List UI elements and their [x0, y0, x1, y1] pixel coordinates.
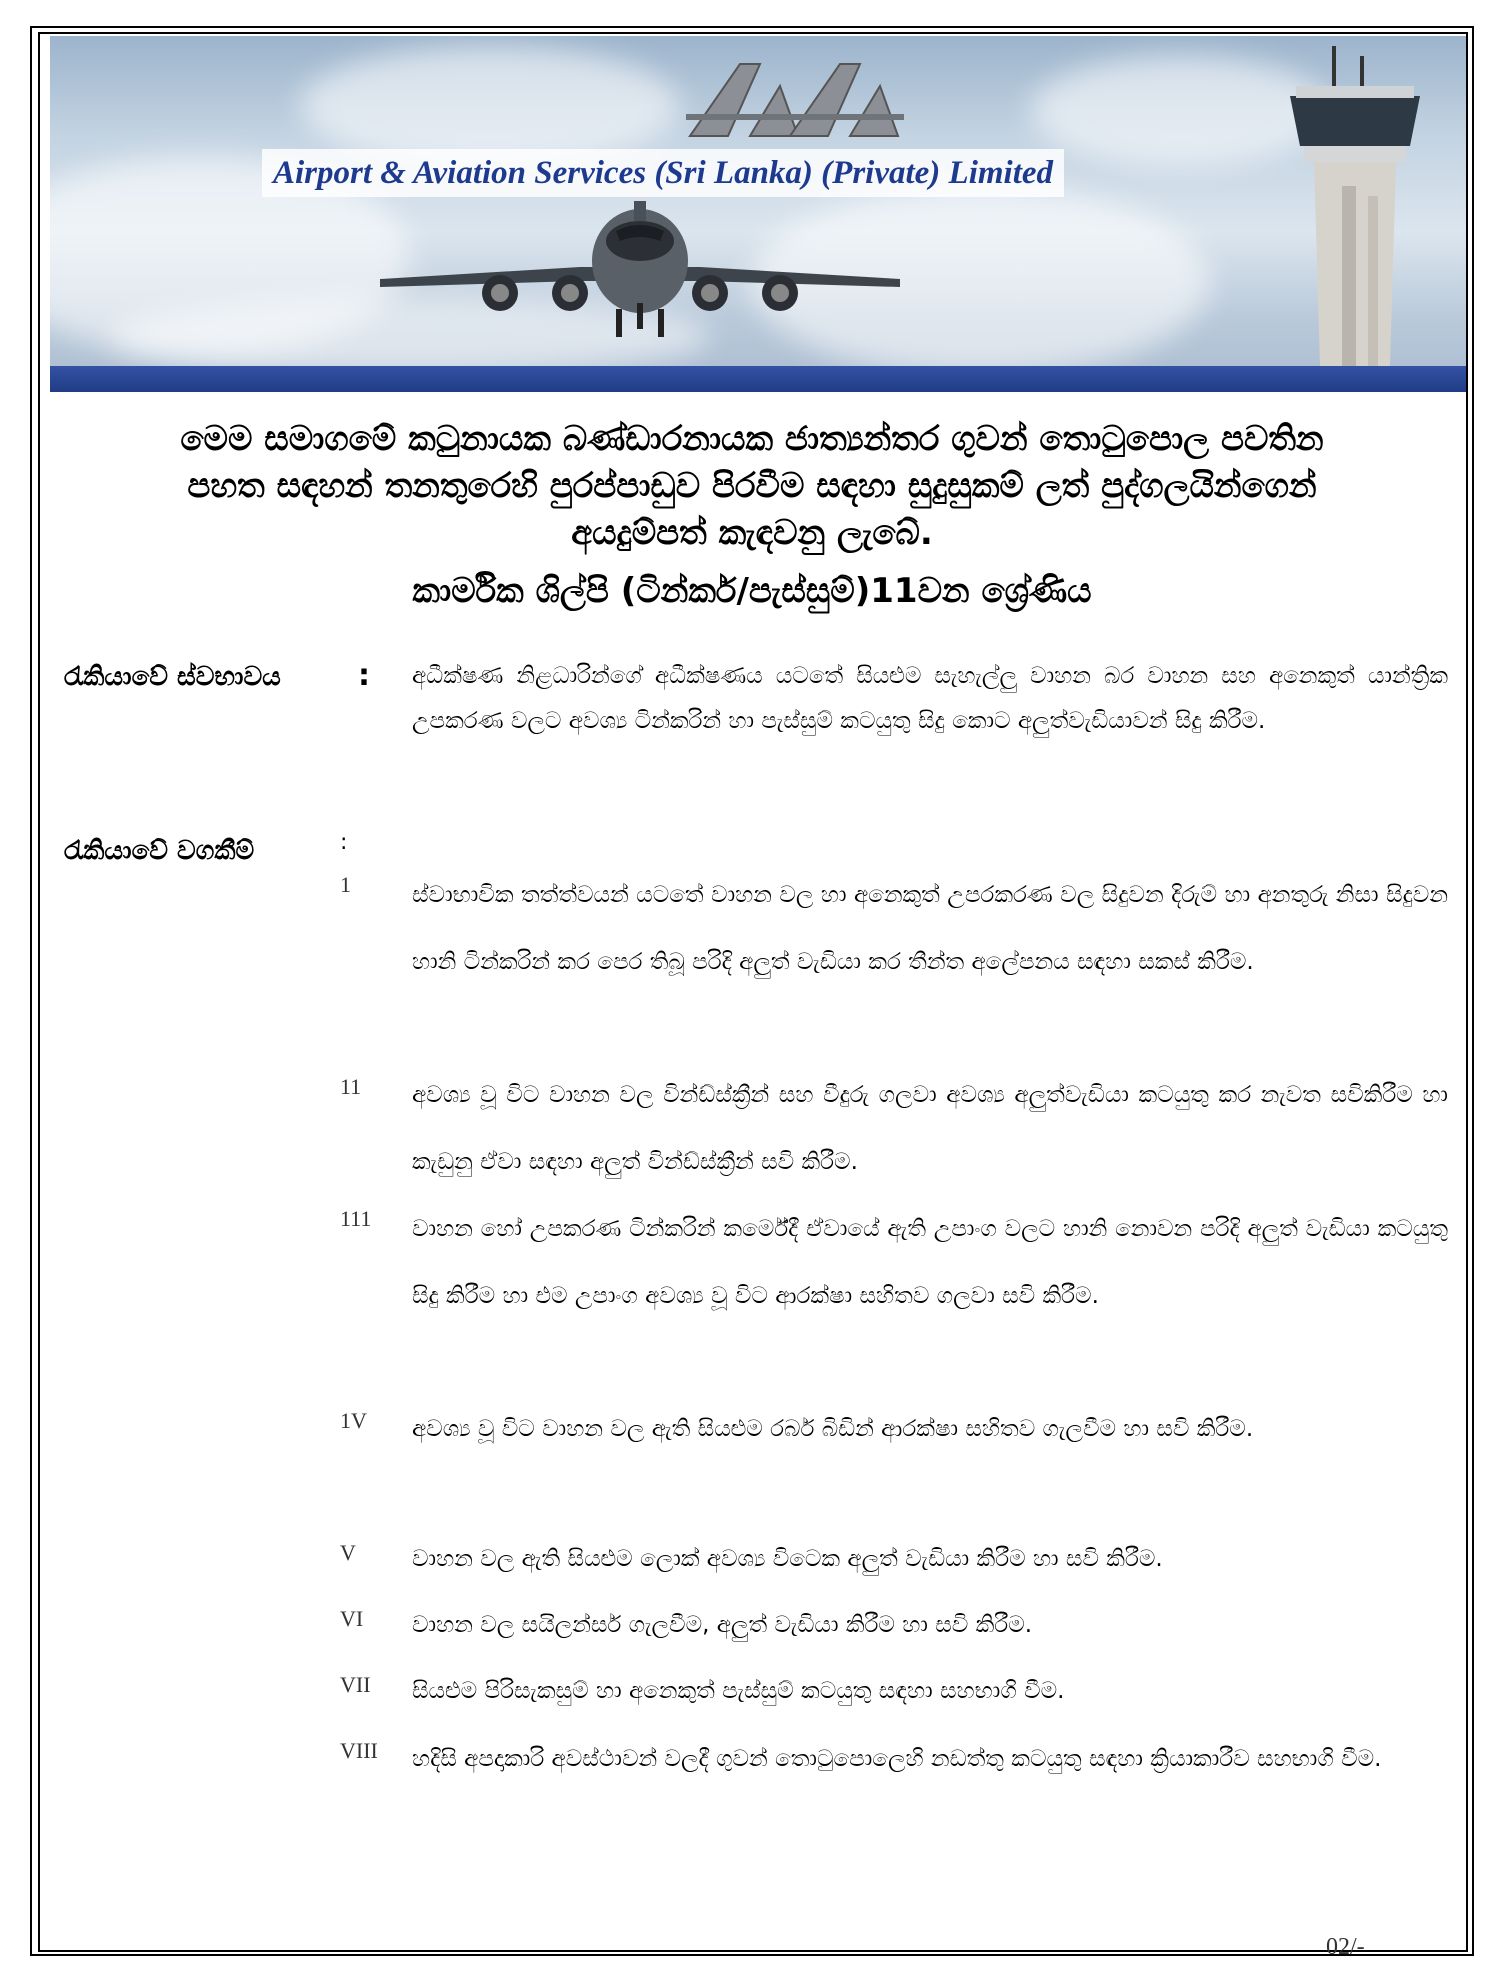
post-title: කාර්මික ශිල්පි (ටින්කර්/පැස්සුම්)11වන ශ්‍රේණිය — [412, 571, 1092, 611]
aa-logo-icon — [680, 56, 910, 146]
duty-item: හදිසි අපදාකාරි අවස්ථාවන් වලදී ගුවන් තොටුපොලෙහි නඩත්තු කටයුතු සඳහා ක්‍රියාකාරීව සහභාගි වීම. — [412, 1746, 1382, 1772]
duty-item: වාහන වල ඇති සියළුම ලොක් අවශ්‍ය විටෙක අලුත් වැඩියා කිරීම හා සවි කිරීම. — [412, 1546, 1163, 1572]
duty-item: අවශ්‍ය වූ විට වාහන වල ඇති සියළුම රබර් බිඩින් ආරක්ෂා සහිතව ගැලවීම හා සවි කිරීම. — [412, 1416, 1254, 1442]
duty-number: 11 — [340, 1074, 362, 1099]
duty-item: ස්වාභාවික තත්ත්වයන් යටතේ වාහන වල හා අනෙකුත් උපරකරණ වල සිදුවන දිරුම් හා අනතුරු නිසා සිදුවන හානි ටින්කරින් කර පෙර තිබූ පරිදි අලුත් වැඩියා කර තීන්ත අලේපනය සඳහා සකස් කිරීම. — [412, 882, 1448, 975]
duty-number: VI — [340, 1606, 364, 1631]
page-number: 02/- — [1326, 1934, 1365, 1960]
duty-number: 111 — [340, 1206, 372, 1231]
duty-number: VII — [340, 1672, 371, 1697]
duty-item: සියළුම පිරිසැකසුම් හා අනෙකුත් පැස්සුම් කටයුතු සඳහා සහභාගි වීම. — [412, 1678, 1065, 1704]
duty-item: අවශ්‍ය වූ විට වාහන වල වින්ඩ්ස්ක්‍රීන් සහ වීදුරු ගලවා අවශ්‍ය අලුත්වැඩියා කටයුතු කර නැවත සවිකිරීම හා කැඩුනු ඒවා සඳහා අලුත් වින්ඩ්ස්ක්‍රීන් සවි කිරීම. — [412, 1082, 1448, 1175]
control-tower-icon — [1290, 46, 1420, 366]
intro-line: අයදුම්පත් කැඳවනු ලැබේ. — [571, 513, 933, 553]
company-name-box — [262, 149, 1064, 197]
company-name: Airport & Aviation Services (Sri Lanka) (Private) Limited — [272, 154, 1054, 191]
intro-paragraph — [70, 416, 1434, 557]
duty-number: V — [340, 1540, 356, 1565]
airplane-icon — [380, 201, 900, 351]
intro-line: පහත සඳහන් තනතුරෙහි පුරප්පාඩුව පිරවීම සඳහා සුදුසුකම් ලත් පුද්ගලයින්ගෙන් — [187, 466, 1317, 506]
duty-number: 1 — [340, 872, 351, 897]
duty-item: වාහන වල සයිලන්සර් ගැලවීම, අලුත් වැඩියා කිරීම හා සවි කිරීම. — [412, 1612, 1033, 1638]
duty-item: වාහන හෝ උපකරණ ටින්කරින් කර්මේදී ඒවායේ ඇති උපාංග වලට හානි නොවන පරිදි අලුත් වැඩියා කටයුතු සිදු කිරීම හා එම උපාංග අවශ්‍ය වූ විට ආරක්ෂා සහිතව ගලවා සවි කිරීම. — [412, 1216, 1448, 1309]
header-banner — [50, 36, 1466, 392]
duty-number: VIII — [340, 1738, 378, 1763]
cloud — [1030, 56, 1330, 166]
banner-blue-strip — [50, 366, 1466, 392]
duty-number: 1V — [340, 1408, 367, 1433]
nature-label: රැකියාවේ ස්වභාවය — [64, 662, 281, 692]
nature-colon: : — [358, 658, 370, 693]
cloud — [300, 46, 680, 166]
nature-text: අධීක්ෂණ නිළධාරින්ගේ අධීක්ෂණය යටතේ සියළුම සැහැල්ලු වාහන බර වාහන සහ අනෙකුත් යාන්ත්‍රික උපකරණ වලට අවශ්‍ය ටින්කරින් හා පැස්සුම් කටයුතු සිදු කොට අලුත්වැඩියාවන් සිදු කිරීම. — [412, 663, 1448, 734]
duties-label: රැකියාවේ වගකීම් — [64, 836, 255, 866]
duties-colon: : — [340, 830, 348, 855]
intro-line: මෙම සමාගමේ කටුනායක බණ්ඩාරනායක ජාත්‍යන්තර ගුවන් තොටුපොල පවතින — [180, 419, 1324, 459]
